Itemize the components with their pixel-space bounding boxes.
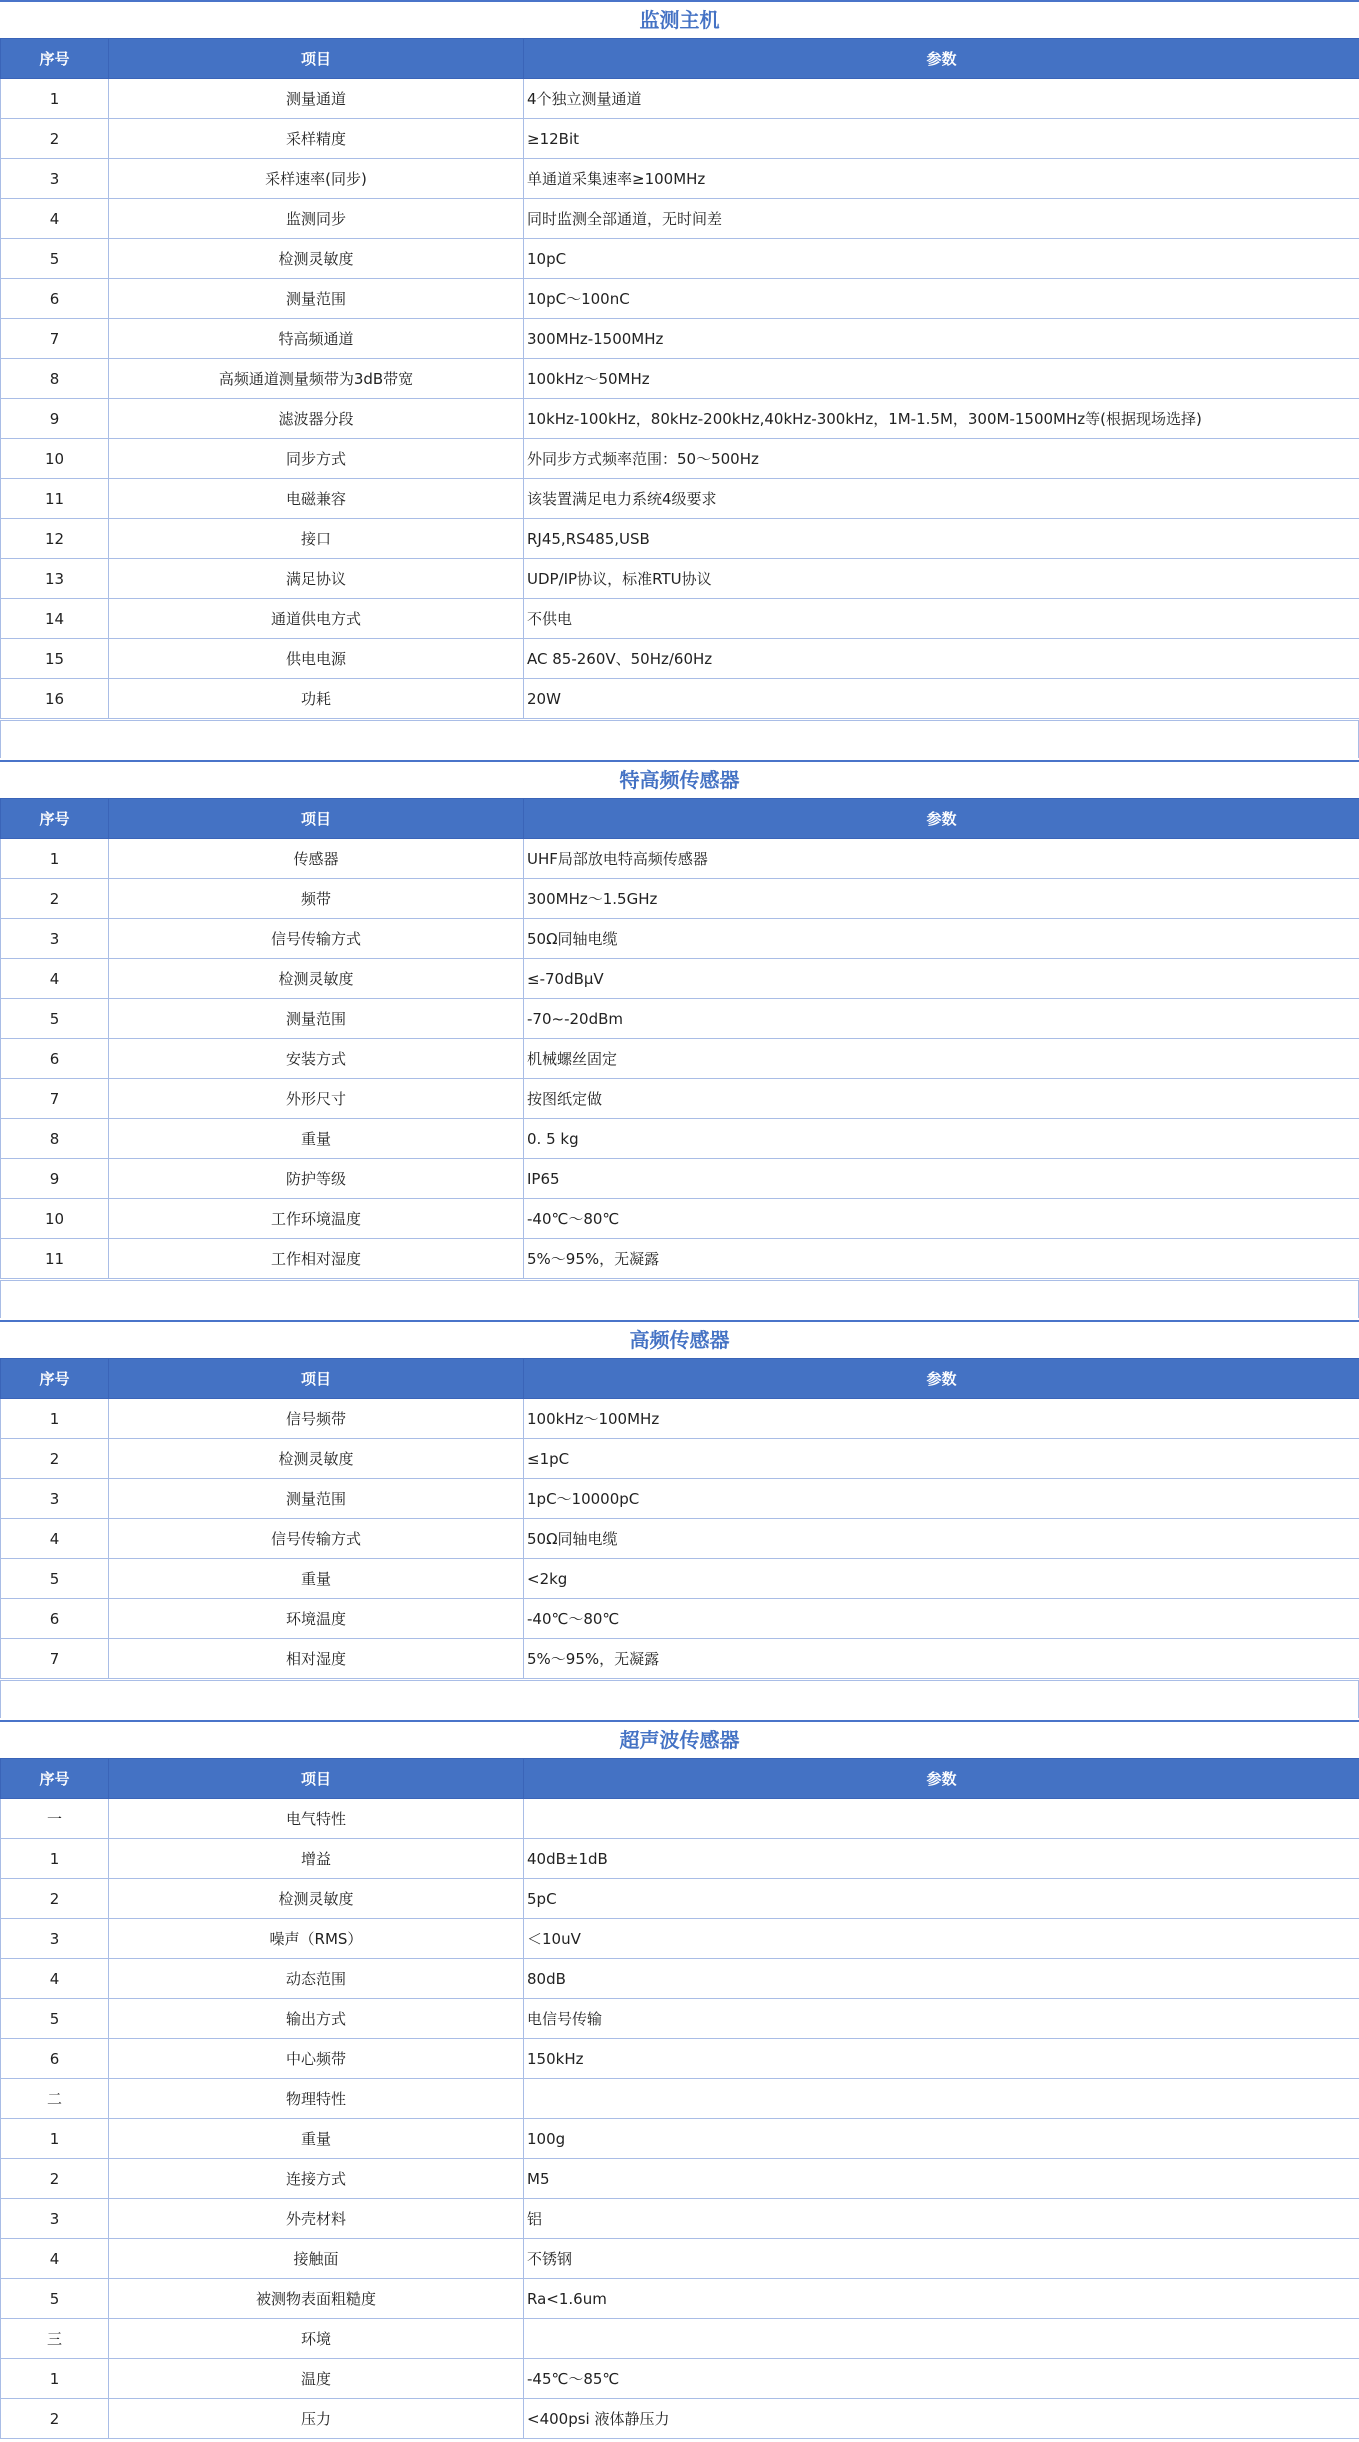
row-item: 信号频带 [109, 1399, 524, 1439]
row-index: 7 [1, 319, 109, 359]
row-param: 电信号传输 [524, 1999, 1359, 2039]
row-index: 11 [1, 1239, 109, 1279]
row-param: 单通道采集速率≥100MHz [524, 159, 1359, 199]
table-row [1, 1879, 1359, 1919]
row-item: 连接方式 [109, 2159, 524, 2199]
table-row [1, 359, 1359, 399]
row-item: 增益 [109, 1839, 524, 1879]
row-item: 压力 [109, 2399, 524, 2439]
row-param: AC 85-260V、50Hz/60Hz [524, 639, 1359, 679]
row-param: 4个独立测量通道 [524, 79, 1359, 119]
row-item: 功耗 [109, 679, 524, 719]
row-index: 6 [1, 1039, 109, 1079]
section-title: 特高频传感器 [0, 760, 1359, 798]
row-param [524, 2319, 1359, 2359]
section-spacer [0, 1280, 1359, 1318]
row-index: 3 [1, 2199, 109, 2239]
spec-table [0, 798, 1359, 1279]
row-param: 100kHz～100MHz [524, 1399, 1359, 1439]
table-row [1, 239, 1359, 279]
row-param: 300MHz-1500MHz [524, 319, 1359, 359]
row-item: 被测物表面粗糙度 [109, 2279, 524, 2319]
table-row [1, 1599, 1359, 1639]
row-item: 通道供电方式 [109, 599, 524, 639]
table-row [1, 79, 1359, 119]
header-item: 项目 [109, 1359, 524, 1399]
row-item: 重量 [109, 2119, 524, 2159]
row-item: 相对湿度 [109, 1639, 524, 1679]
table-row [1, 439, 1359, 479]
row-index: 三 [1, 2319, 109, 2359]
row-param: -45℃～85℃ [524, 2359, 1359, 2399]
table-row [1, 519, 1359, 559]
table-row [1, 279, 1359, 319]
row-param: 机械螺丝固定 [524, 1039, 1359, 1079]
row-index: 4 [1, 2239, 109, 2279]
row-item: 采样速率(同步) [109, 159, 524, 199]
row-item: 测量范围 [109, 999, 524, 1039]
row-index: 5 [1, 239, 109, 279]
table-row [1, 2319, 1359, 2359]
row-item: 外壳材料 [109, 2199, 524, 2239]
table-row [1, 119, 1359, 159]
table-row [1, 319, 1359, 359]
row-item: 环境 [109, 2319, 524, 2359]
row-param: -40℃～80℃ [524, 1599, 1359, 1639]
row-param: 80dB [524, 1959, 1359, 1999]
row-param: 不供电 [524, 599, 1359, 639]
section-title: 超声波传感器 [0, 1720, 1359, 1758]
row-index: 1 [1, 1839, 109, 1879]
table-row [1, 479, 1359, 519]
table-row [1, 2199, 1359, 2239]
row-item: 电磁兼容 [109, 479, 524, 519]
row-item: 动态范围 [109, 1959, 524, 1999]
row-item: 检测灵敏度 [109, 959, 524, 999]
table-row [1, 1479, 1359, 1519]
table-row [1, 839, 1359, 879]
row-param: -40℃～80℃ [524, 1199, 1359, 1239]
row-item: 环境温度 [109, 1599, 524, 1639]
row-item: 同步方式 [109, 439, 524, 479]
row-index: 2 [1, 1879, 109, 1919]
table-row [1, 2239, 1359, 2279]
row-item: 中心频带 [109, 2039, 524, 2079]
row-index: 9 [1, 399, 109, 439]
table-row [1, 2279, 1359, 2319]
row-item: 外形尺寸 [109, 1079, 524, 1119]
section-spacer [0, 720, 1359, 758]
row-param: 同时监测全部通道，无时间差 [524, 199, 1359, 239]
row-index: 2 [1, 1439, 109, 1479]
table-row [1, 2079, 1359, 2119]
row-item: 重量 [109, 1559, 524, 1599]
row-index: 2 [1, 119, 109, 159]
header-param: 参数 [524, 1759, 1359, 1799]
header-item: 项目 [109, 39, 524, 79]
spec-table [0, 1758, 1359, 2439]
table-row [1, 2399, 1359, 2439]
row-index: 4 [1, 199, 109, 239]
row-param: 5%～95%，无凝露 [524, 1639, 1359, 1679]
row-param: 20W [524, 679, 1359, 719]
row-param: 外同步方式频率范围：50～500Hz [524, 439, 1359, 479]
row-index: 13 [1, 559, 109, 599]
row-index: 6 [1, 2039, 109, 2079]
table-row [1, 1119, 1359, 1159]
header-index: 序号 [1, 799, 109, 839]
row-param: 10pC [524, 239, 1359, 279]
table-row [1, 639, 1359, 679]
table-row [1, 2359, 1359, 2399]
row-param: 1pC～10000pC [524, 1479, 1359, 1519]
row-index: 5 [1, 999, 109, 1039]
row-param: UHF局部放电特高频传感器 [524, 839, 1359, 879]
spec-table [0, 38, 1359, 719]
header-item: 项目 [109, 1759, 524, 1799]
row-item: 检测灵敏度 [109, 1439, 524, 1479]
row-index: 6 [1, 279, 109, 319]
table-header-row [1, 1759, 1359, 1799]
table-row [1, 1839, 1359, 1879]
table-row [1, 1959, 1359, 1999]
row-param: 5pC [524, 1879, 1359, 1919]
row-item: 物理特性 [109, 2079, 524, 2119]
row-param: 150kHz [524, 2039, 1359, 2079]
row-param: 100kHz～50MHz [524, 359, 1359, 399]
row-item: 接触面 [109, 2239, 524, 2279]
row-item: 工作环境温度 [109, 1199, 524, 1239]
table-row [1, 599, 1359, 639]
row-index: 5 [1, 1559, 109, 1599]
row-item: 特高频通道 [109, 319, 524, 359]
row-index: 16 [1, 679, 109, 719]
row-param [524, 1799, 1359, 1839]
row-item: 监测同步 [109, 199, 524, 239]
row-item: 信号传输方式 [109, 1519, 524, 1559]
row-index: 10 [1, 1199, 109, 1239]
row-index: 1 [1, 2119, 109, 2159]
table-row [1, 1439, 1359, 1479]
row-item: 防护等级 [109, 1159, 524, 1199]
row-param: M5 [524, 2159, 1359, 2199]
header-index: 序号 [1, 39, 109, 79]
row-index: 3 [1, 1919, 109, 1959]
row-index: 1 [1, 79, 109, 119]
table-row [1, 2119, 1359, 2159]
row-param: 100g [524, 2119, 1359, 2159]
table-row [1, 1159, 1359, 1199]
row-index: 15 [1, 639, 109, 679]
row-item: 测量范围 [109, 279, 524, 319]
row-param: UDP/IP协议，标准RTU协议 [524, 559, 1359, 599]
row-index: 4 [1, 1519, 109, 1559]
row-param: 5%～95%，无凝露 [524, 1239, 1359, 1279]
table-row [1, 1999, 1359, 2039]
row-param: 10kHz-100kHz，80kHz-200kHz,40kHz-300kHz，1M-1.5M，300M-1500MHz等(根据现场选择) [524, 399, 1359, 439]
row-param: 40dB±1dB [524, 1839, 1359, 1879]
table-row [1, 1199, 1359, 1239]
row-index: 8 [1, 1119, 109, 1159]
row-item: 信号传输方式 [109, 919, 524, 959]
row-item: 频带 [109, 879, 524, 919]
row-item: 温度 [109, 2359, 524, 2399]
row-param: ≤1pC [524, 1439, 1359, 1479]
row-item: 测量范围 [109, 1479, 524, 1519]
row-param: 铝 [524, 2199, 1359, 2239]
table-header-row [1, 1359, 1359, 1399]
row-param: RJ45,RS485,USB [524, 519, 1359, 559]
row-item: 满足协议 [109, 559, 524, 599]
header-index: 序号 [1, 1359, 109, 1399]
row-item: 电气特性 [109, 1799, 524, 1839]
table-row [1, 879, 1359, 919]
table-row [1, 1559, 1359, 1599]
row-item: 接口 [109, 519, 524, 559]
section-title: 高频传感器 [0, 1320, 1359, 1358]
row-param: 按图纸定做 [524, 1079, 1359, 1119]
header-param: 参数 [524, 39, 1359, 79]
row-index: 12 [1, 519, 109, 559]
table-row [1, 919, 1359, 959]
row-item: 滤波器分段 [109, 399, 524, 439]
row-index: 2 [1, 2159, 109, 2199]
table-row [1, 159, 1359, 199]
row-item: 采样精度 [109, 119, 524, 159]
header-param: 参数 [524, 799, 1359, 839]
row-param: 50Ω同轴电缆 [524, 919, 1359, 959]
row-index: 9 [1, 1159, 109, 1199]
row-item: 输出方式 [109, 1999, 524, 2039]
header-param: 参数 [524, 1359, 1359, 1399]
row-item: 工作相对湿度 [109, 1239, 524, 1279]
row-index: 4 [1, 1959, 109, 1999]
row-item: 检测灵敏度 [109, 239, 524, 279]
section-spacer [0, 1680, 1359, 1718]
row-item: 噪声（RMS） [109, 1919, 524, 1959]
table-row [1, 959, 1359, 999]
row-index: 2 [1, 2399, 109, 2439]
row-index: 1 [1, 2359, 109, 2399]
table-row [1, 2159, 1359, 2199]
table-row [1, 559, 1359, 599]
row-param: IP65 [524, 1159, 1359, 1199]
table-row [1, 2039, 1359, 2079]
row-param: ≤-70dBμV [524, 959, 1359, 999]
row-item: 安装方式 [109, 1039, 524, 1079]
row-item: 传感器 [109, 839, 524, 879]
row-index: 5 [1, 2279, 109, 2319]
row-param: -70~-20dBm [524, 999, 1359, 1039]
row-param: ＜10uV [524, 1919, 1359, 1959]
row-param: 该装置满足电力系统4级要求 [524, 479, 1359, 519]
row-item: 检测灵敏度 [109, 1879, 524, 1919]
row-index: 10 [1, 439, 109, 479]
row-index: 6 [1, 1599, 109, 1639]
row-param: 0. 5 kg [524, 1119, 1359, 1159]
row-param: <2kg [524, 1559, 1359, 1599]
row-index: 14 [1, 599, 109, 639]
table-row [1, 1079, 1359, 1119]
row-item: 供电电源 [109, 639, 524, 679]
table-row [1, 199, 1359, 239]
row-param: ≥12Bit [524, 119, 1359, 159]
row-index: 11 [1, 479, 109, 519]
row-item: 重量 [109, 1119, 524, 1159]
spec-table [0, 1358, 1359, 1679]
table-row [1, 1919, 1359, 1959]
row-index: 1 [1, 1399, 109, 1439]
row-index: 4 [1, 959, 109, 999]
row-param: 50Ω同轴电缆 [524, 1519, 1359, 1559]
row-index: 7 [1, 1639, 109, 1679]
row-index: 2 [1, 879, 109, 919]
section-title: 监测主机 [0, 0, 1359, 38]
row-index: 3 [1, 1479, 109, 1519]
row-item: 测量通道 [109, 79, 524, 119]
table-row [1, 1639, 1359, 1679]
row-index: 二 [1, 2079, 109, 2119]
row-param: Ra<1.6um [524, 2279, 1359, 2319]
row-index: 8 [1, 359, 109, 399]
table-header-row [1, 799, 1359, 839]
row-index: 1 [1, 839, 109, 879]
row-index: 一 [1, 1799, 109, 1839]
row-param: <400psi 液体静压力 [524, 2399, 1359, 2439]
row-param: 不锈钢 [524, 2239, 1359, 2279]
row-param: 10pC～100nC [524, 279, 1359, 319]
row-index: 7 [1, 1079, 109, 1119]
table-row [1, 679, 1359, 719]
table-row [1, 999, 1359, 1039]
row-index: 5 [1, 1999, 109, 2039]
table-row [1, 1519, 1359, 1559]
table-row [1, 1239, 1359, 1279]
row-param [524, 2079, 1359, 2119]
row-index: 3 [1, 919, 109, 959]
table-row [1, 1039, 1359, 1079]
row-index: 3 [1, 159, 109, 199]
table-row [1, 1799, 1359, 1839]
table-row [1, 1399, 1359, 1439]
header-item: 项目 [109, 799, 524, 839]
row-param: 300MHz～1.5GHz [524, 879, 1359, 919]
table-header-row [1, 39, 1359, 79]
row-item: 高频通道测量频带为3dB带宽 [109, 359, 524, 399]
header-index: 序号 [1, 1759, 109, 1799]
table-row [1, 399, 1359, 439]
